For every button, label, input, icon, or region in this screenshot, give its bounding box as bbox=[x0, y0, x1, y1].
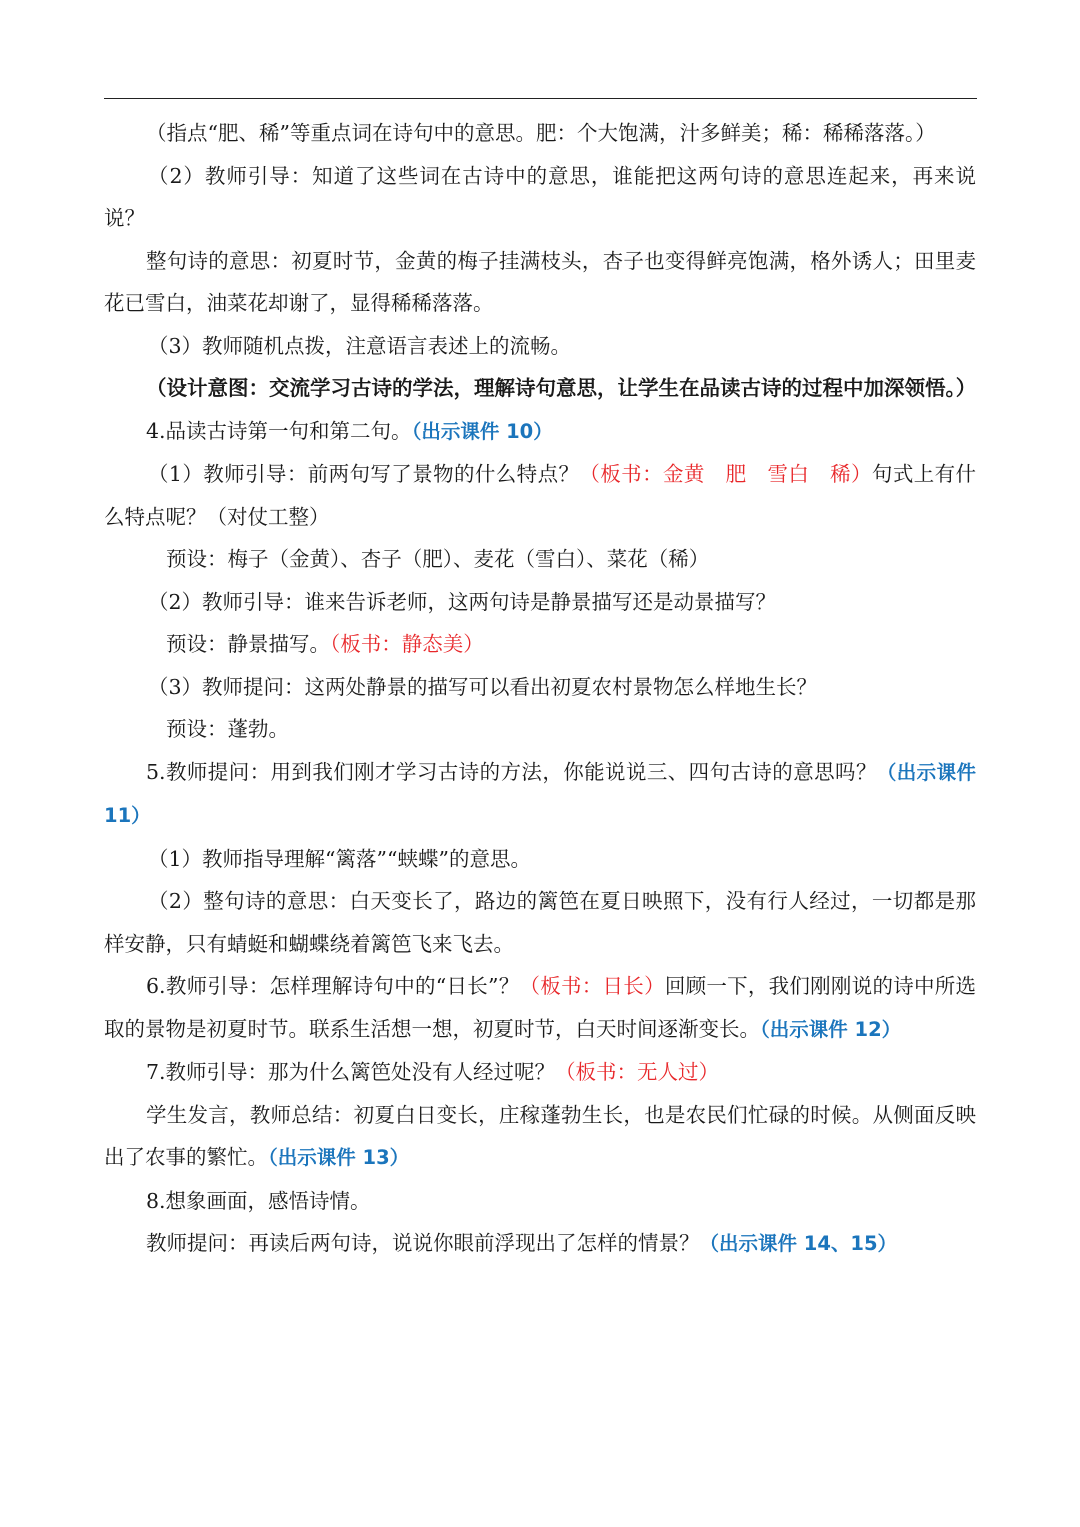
board-note: （板书：静态美） bbox=[330, 632, 484, 656]
text-segment: 学生发言，教师总结：初夏白日变长，庄稼蓬勃生长，也是农民们忙碌的时候。从侧面反映出了农事的繁忙。 bbox=[104, 1102, 976, 1169]
courseware-ref: （出示课件 10） bbox=[411, 419, 553, 443]
text-segment: 预设：梅子（金黄）、杏子（肥）、麦花（雪白）、菜花（稀） bbox=[166, 547, 710, 571]
courseware-ref: （出示课件 13） bbox=[268, 1146, 410, 1169]
text-segment: （3）教师随机点拨，注意语言表述上的流畅。 bbox=[148, 333, 572, 358]
paragraph-p2 bbox=[104, 155, 976, 240]
paragraph-p8 bbox=[104, 538, 976, 581]
paragraph-p7 bbox=[104, 453, 976, 538]
text-segment: （1）教师指导理解“篱落”“蛱蝶”的意思。 bbox=[148, 846, 531, 871]
paragraph-p15 bbox=[104, 880, 976, 965]
text-segment: 预设：蓬勃。 bbox=[166, 717, 289, 741]
text-segment: 整句诗的意思：初夏时节，金黄的梅子挂满枝头，杏子也变得鲜亮饱满，格外诱人；田里麦花已雪白，油菜花却谢了，显得稀稀落落。 bbox=[104, 248, 976, 315]
text-segment: （1）教师引导：前两句写了景物的什么特点？ bbox=[148, 462, 580, 486]
courseware-ref: （出示课件 11） bbox=[104, 760, 976, 827]
courseware-ref: （出示课件 14、15） bbox=[699, 1232, 898, 1255]
paragraph-p13 bbox=[104, 751, 976, 838]
paragraph-p4 bbox=[104, 325, 976, 368]
text-segment: 教师提问：再读后两句诗，说说你眼前浮现出了怎样的情景？ bbox=[146, 1231, 700, 1255]
paragraph-p6 bbox=[104, 410, 976, 454]
paragraph-p16 bbox=[104, 965, 976, 1051]
text-segment: 回顾一下，我们刚刚说的诗中所选取的景物是初夏时节。联系生活想一想，初夏时节，白天时间逐渐变长。 bbox=[104, 974, 977, 1041]
text-segment: （2）教师引导：谁来告诉老师，这两句诗是静景描写还是动景描写？ bbox=[148, 589, 777, 614]
text-segment: 4.品读古诗第一句和第二句。 bbox=[146, 418, 412, 443]
text-segment: 6.教师引导：怎样理解诗句中的“日长”？ bbox=[146, 974, 520, 998]
board-note: （板书：日长） bbox=[519, 974, 665, 998]
paragraph-p14 bbox=[104, 838, 976, 881]
paragraph-p19 bbox=[104, 1180, 976, 1223]
paragraph-p3 bbox=[104, 240, 976, 325]
board-note: （板书：金黄 肥 雪白 稀） bbox=[579, 462, 872, 486]
paragraph-p11 bbox=[104, 666, 976, 709]
paragraph-p20 bbox=[104, 1222, 976, 1266]
header-rule bbox=[104, 98, 977, 99]
text-segment: （3）教师提问：这两处静景的描写可以看出初夏农村景物怎么样地生长？ bbox=[148, 674, 818, 699]
courseware-ref: （出示课件 12） bbox=[760, 1017, 902, 1041]
text-segment: 8.想象画面，感悟诗情。 bbox=[146, 1188, 371, 1213]
design-intent: （设计意图：交流学习古诗的学法，理解诗句意思，让学生在品读古诗的过程中加深领悟。） bbox=[146, 376, 977, 400]
text-segment: 5.教师提问：用到我们刚才学习古诗的方法，你能说说三、四句古诗的意思吗？ bbox=[146, 759, 877, 784]
paragraph-p9 bbox=[104, 581, 976, 624]
paragraph-p17 bbox=[104, 1051, 976, 1094]
paragraph-p5 bbox=[104, 367, 976, 410]
text-segment: （2）整句诗的意思：白天变长了，路边的篱笆在夏日映照下，没有行人经过，一切都是那样安静，只有蜻蜓和蝴蝶绕着篱笆飞来飞去。 bbox=[104, 889, 976, 956]
text-segment: 7.教师引导：那为什么篱笆处没有人经过呢？ bbox=[146, 1060, 556, 1084]
paragraph-p10 bbox=[104, 623, 976, 666]
lesson-content bbox=[104, 112, 976, 1266]
text-segment: 预设：静景描写。 bbox=[166, 632, 330, 656]
paragraph-p12 bbox=[104, 708, 976, 751]
text-segment: （指点“肥、稀”等重点词在诗句中的意思。肥：个大饱满，汁多鲜美；稀：稀稀落落。） bbox=[146, 121, 936, 145]
paragraph-p18 bbox=[104, 1094, 976, 1180]
board-note: （板书：无人过） bbox=[555, 1060, 720, 1084]
text-segment: 句式上有什么特点呢？（对仗工整） bbox=[104, 462, 977, 529]
text-segment: （2）教师引导：知道了这些词在古诗中的意思，谁能把这两句诗的意思连起来，再来说说？ bbox=[104, 163, 976, 230]
paragraph-p1 bbox=[104, 112, 976, 155]
